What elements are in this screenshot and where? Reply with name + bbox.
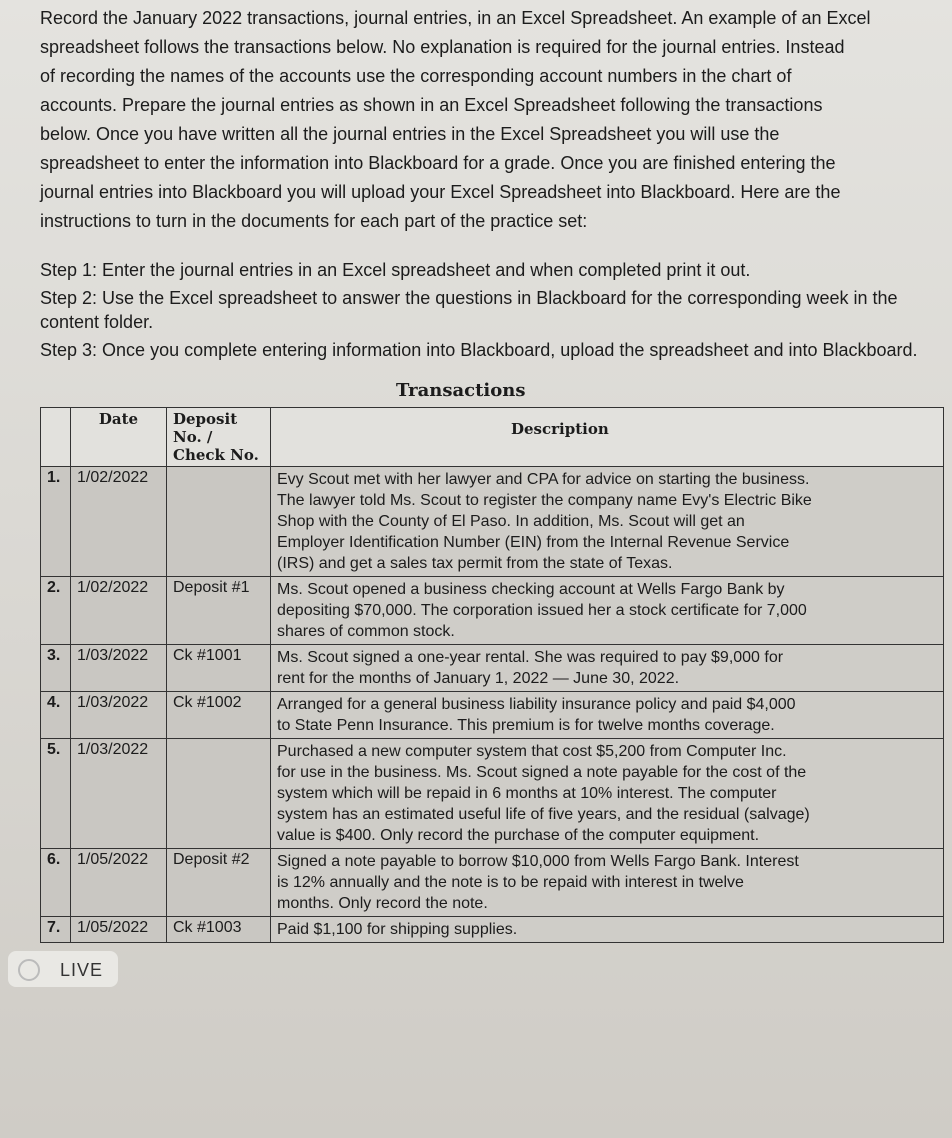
table-row xyxy=(41,849,944,917)
description-line: is 12% annually and the note is to be repaid with interest in twelve xyxy=(277,874,744,891)
row-number: 1. xyxy=(41,467,71,577)
description-line: system which will be repaid in 6 months at 10% interest. The computer xyxy=(277,785,777,802)
description-line: The lawyer told Ms. Scout to register the company name Evy's Electric Bike xyxy=(277,492,812,509)
instruction-line: spreadsheet to enter the information into Blackboard for a grade. Once you are finished entering the xyxy=(40,153,836,173)
instruction-line: Record the January 2022 transactions, journal entries, in an Excel Spreadsheet. An example of an Excel xyxy=(40,8,871,28)
instruction-line: accounts. Prepare the journal entries as shown in an Excel Spreadsheet following the transactions xyxy=(40,95,823,115)
table-row xyxy=(41,739,944,849)
description-line: value is $400. Only record the purchase of the computer equipment. xyxy=(277,827,760,844)
row-number: 6. xyxy=(41,849,71,917)
row-description xyxy=(271,692,944,739)
row-date: 1/03/2022 xyxy=(71,645,167,692)
instruction-line: instructions to turn in the documents for each part of the practice set: xyxy=(40,211,588,231)
description-line: months. Only record the note. xyxy=(277,895,488,912)
row-description xyxy=(271,739,944,849)
transactions-title: Transactions xyxy=(396,380,526,401)
row-date: 1/02/2022 xyxy=(71,467,167,577)
instruction-line: spreadsheet follows the transactions below. No explanation is required for the journal entries. Instead xyxy=(40,37,845,57)
header-date: Date xyxy=(71,408,167,467)
description-line: to State Penn Insurance. This premium is for twelve months coverage. xyxy=(277,717,775,734)
row-date: 1/05/2022 xyxy=(71,849,167,917)
row-description xyxy=(271,917,944,943)
table-header-row xyxy=(41,408,944,467)
description-line: Arranged for a general business liability insurance policy and paid $4,000 xyxy=(277,696,796,713)
row-description xyxy=(271,645,944,692)
table-row xyxy=(41,692,944,739)
row-reference: Ck #1001 xyxy=(167,645,271,692)
table-row xyxy=(41,467,944,577)
description-line: Signed a note payable to borrow $10,000 from Wells Fargo Bank. Interest xyxy=(277,853,799,870)
row-reference xyxy=(167,739,271,849)
row-date: 1/03/2022 xyxy=(71,692,167,739)
row-number: 5. xyxy=(41,739,71,849)
description-line: Evy Scout met with her lawyer and CPA for advice on starting the business. xyxy=(277,471,810,488)
table-row xyxy=(41,577,944,645)
step-2: Step 2: Use the Excel spreadsheet to answer the questions in Blackboard for the corresponding week in the content folder. xyxy=(40,288,898,332)
step-3: Step 3: Once you complete entering information into Blackboard, upload the spreadsheet and into Blackboard. xyxy=(40,340,918,360)
row-description xyxy=(271,467,944,577)
row-reference: Ck #1003 xyxy=(167,917,271,943)
description-line: Purchased a new computer system that cost $5,200 from Computer Inc. xyxy=(277,743,787,760)
row-reference xyxy=(167,467,271,577)
steps-list xyxy=(40,258,920,362)
live-label: LIVE xyxy=(60,960,104,980)
row-date: 1/03/2022 xyxy=(71,739,167,849)
row-description xyxy=(271,849,944,917)
live-photo-badge[interactable] xyxy=(8,951,118,987)
header-num xyxy=(41,408,71,467)
row-number: 3. xyxy=(41,645,71,692)
description-line: (IRS) and get a sales tax permit from the state of Texas. xyxy=(277,555,673,572)
row-description xyxy=(271,577,944,645)
description-line: system has an estimated useful life of five years, and the residual (salvage) xyxy=(277,806,810,823)
row-reference: Ck #1002 xyxy=(167,692,271,739)
description-line: Ms. Scout signed a one-year rental. She was required to pay $9,000 for xyxy=(277,649,784,666)
instruction-line: journal entries into Blackboard you will upload your Excel Spreadsheet into Blackboard. Here are the xyxy=(40,182,841,202)
row-date: 1/02/2022 xyxy=(71,577,167,645)
step-1: Step 1: Enter the journal entries in an Excel spreadsheet and when completed print it out. xyxy=(40,260,751,280)
live-photo-icon xyxy=(18,959,40,981)
description-line: Ms. Scout opened a business checking account at Wells Fargo Bank by xyxy=(277,581,785,598)
header-deposit: Deposit No. / Check No. xyxy=(167,408,271,467)
transactions-table xyxy=(40,407,944,943)
description-line: depositing $70,000. The corporation issued her a stock certificate for 7,000 xyxy=(277,602,807,619)
table-row xyxy=(41,917,944,943)
instruction-line: of recording the names of the accounts use the corresponding account numbers in the chart of xyxy=(40,66,792,86)
header-description: Description xyxy=(271,408,944,467)
description-line: for use in the business. Ms. Scout signed a note payable for the cost of the xyxy=(277,764,807,781)
row-number: 4. xyxy=(41,692,71,739)
row-date: 1/05/2022 xyxy=(71,917,167,943)
row-number: 2. xyxy=(41,577,71,645)
row-reference: Deposit #1 xyxy=(167,577,271,645)
row-number: 7. xyxy=(41,917,71,943)
table-row xyxy=(41,645,944,692)
description-line: Shop with the County of El Paso. In addition, Ms. Scout will get an xyxy=(277,513,745,530)
instruction-line: below. Once you have written all the journal entries in the Excel Spreadsheet you will use the xyxy=(40,124,780,144)
description-line: shares of common stock. xyxy=(277,623,455,640)
description-line: Employer Identification Number (EIN) from the Internal Revenue Service xyxy=(277,534,790,551)
instructions-paragraph xyxy=(40,4,940,236)
row-reference: Deposit #2 xyxy=(167,849,271,917)
description-line: Paid $1,100 for shipping supplies. xyxy=(277,921,518,938)
description-line: rent for the months of January 1, 2022 — June 30, 2022. xyxy=(277,670,680,687)
